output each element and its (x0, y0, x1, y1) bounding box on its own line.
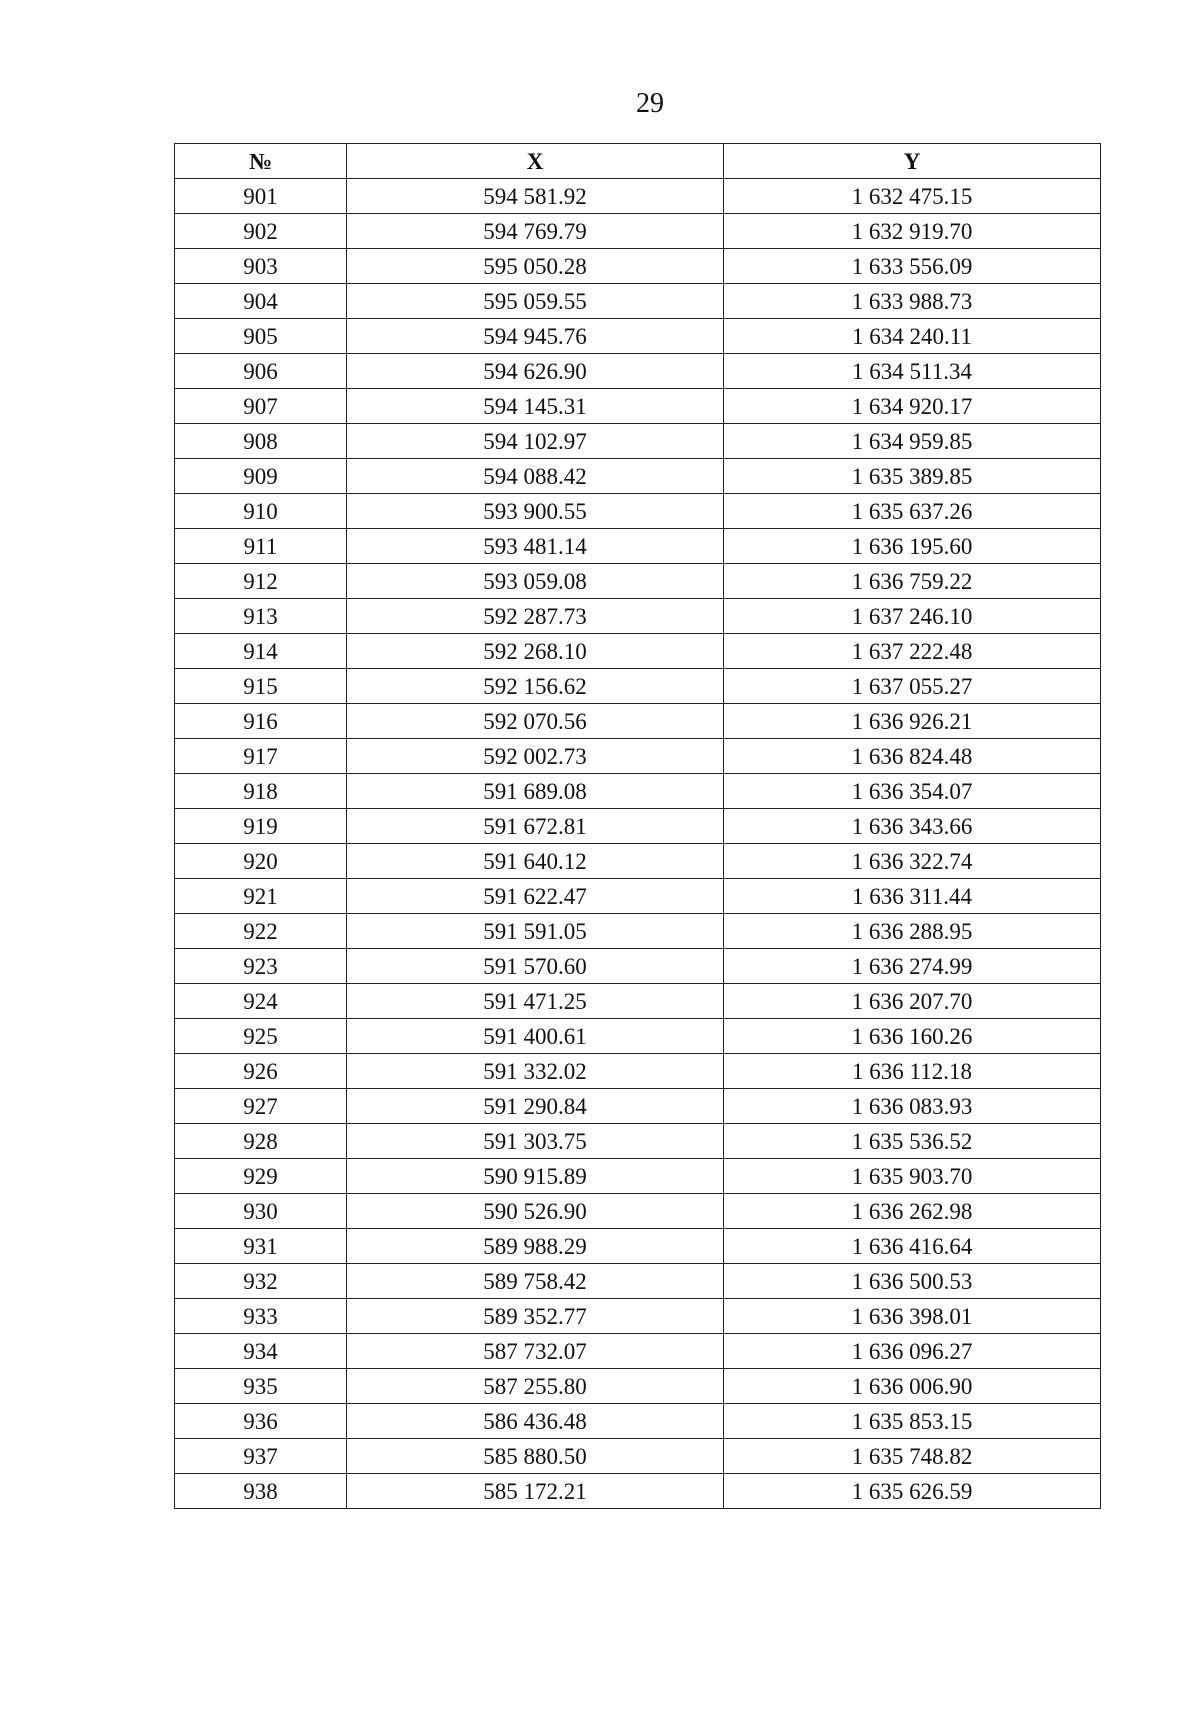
y-coordinate-cell: 1 636 311.44 (724, 879, 1101, 914)
x-coordinate-cell: 592 070.56 (347, 704, 724, 739)
y-coordinate-cell: 1 635 903.70 (724, 1159, 1101, 1194)
y-coordinate-cell: 1 635 853.15 (724, 1404, 1101, 1439)
table-row (175, 1124, 1101, 1159)
x-coordinate-cell: 593 481.14 (347, 529, 724, 564)
y-coordinate-cell: 1 632 475.15 (724, 179, 1101, 214)
x-coordinate-cell: 591 332.02 (347, 1054, 724, 1089)
row-number-cell: 932 (175, 1264, 347, 1299)
x-coordinate-cell: 594 088.42 (347, 459, 724, 494)
x-coordinate-cell: 585 172.21 (347, 1474, 724, 1509)
x-coordinate-cell: 592 268.10 (347, 634, 724, 669)
row-number-cell: 915 (175, 669, 347, 704)
y-coordinate-cell: 1 633 556.09 (724, 249, 1101, 284)
y-coordinate-cell: 1 635 626.59 (724, 1474, 1101, 1509)
y-coordinate-cell: 1 632 919.70 (724, 214, 1101, 249)
y-coordinate-cell: 1 636 398.01 (724, 1299, 1101, 1334)
row-number-cell: 928 (175, 1124, 347, 1159)
y-coordinate-cell: 1 637 055.27 (724, 669, 1101, 704)
x-coordinate-cell: 592 287.73 (347, 599, 724, 634)
x-coordinate-cell: 585 880.50 (347, 1439, 724, 1474)
table-row (175, 1264, 1101, 1299)
y-coordinate-cell: 1 636 926.21 (724, 704, 1101, 739)
table-row (175, 354, 1101, 389)
x-coordinate-cell: 589 988.29 (347, 1229, 724, 1264)
table-row (175, 669, 1101, 704)
row-number-cell: 929 (175, 1159, 347, 1194)
x-coordinate-cell: 591 400.61 (347, 1019, 724, 1054)
x-coordinate-cell: 591 290.84 (347, 1089, 724, 1124)
x-coordinate-cell: 594 626.90 (347, 354, 724, 389)
table-row (175, 1404, 1101, 1439)
row-number-cell: 923 (175, 949, 347, 984)
x-coordinate-cell: 591 471.25 (347, 984, 724, 1019)
x-coordinate-cell: 587 732.07 (347, 1334, 724, 1369)
table-row (175, 1439, 1101, 1474)
row-number-cell: 907 (175, 389, 347, 424)
table-header-row (175, 144, 1101, 179)
y-coordinate-cell: 1 633 988.73 (724, 284, 1101, 319)
row-number-cell: 919 (175, 809, 347, 844)
y-coordinate-cell: 1 636 416.64 (724, 1229, 1101, 1264)
row-number-cell: 913 (175, 599, 347, 634)
table-row (175, 249, 1101, 284)
table-row (175, 844, 1101, 879)
header-x: X (347, 144, 724, 179)
x-coordinate-cell: 595 050.28 (347, 249, 724, 284)
x-coordinate-cell: 589 758.42 (347, 1264, 724, 1299)
row-number-cell: 921 (175, 879, 347, 914)
x-coordinate-cell: 591 303.75 (347, 1124, 724, 1159)
x-coordinate-cell: 591 622.47 (347, 879, 724, 914)
x-coordinate-cell: 591 672.81 (347, 809, 724, 844)
row-number-cell: 920 (175, 844, 347, 879)
table-row (175, 1019, 1101, 1054)
table-row (175, 1089, 1101, 1124)
x-coordinate-cell: 589 352.77 (347, 1299, 724, 1334)
row-number-cell: 933 (175, 1299, 347, 1334)
x-coordinate-cell: 591 570.60 (347, 949, 724, 984)
y-coordinate-cell: 1 635 389.85 (724, 459, 1101, 494)
y-coordinate-cell: 1 636 006.90 (724, 1369, 1101, 1404)
y-coordinate-cell: 1 636 207.70 (724, 984, 1101, 1019)
table-row (175, 1334, 1101, 1369)
y-coordinate-cell: 1 635 536.52 (724, 1124, 1101, 1159)
x-coordinate-cell: 594 581.92 (347, 179, 724, 214)
table-row (175, 179, 1101, 214)
x-coordinate-cell: 591 640.12 (347, 844, 724, 879)
y-coordinate-cell: 1 634 920.17 (724, 389, 1101, 424)
table-row (175, 1194, 1101, 1229)
header-y: Y (724, 144, 1101, 179)
row-number-cell: 918 (175, 774, 347, 809)
coordinates-table (174, 143, 1101, 1509)
x-coordinate-cell: 594 145.31 (347, 389, 724, 424)
row-number-cell: 902 (175, 214, 347, 249)
row-number-cell: 904 (175, 284, 347, 319)
row-number-cell: 930 (175, 1194, 347, 1229)
table-row (175, 459, 1101, 494)
table-row (175, 284, 1101, 319)
y-coordinate-cell: 1 636 824.48 (724, 739, 1101, 774)
row-number-cell: 916 (175, 704, 347, 739)
table-row (175, 1299, 1101, 1334)
y-coordinate-cell: 1 635 748.82 (724, 1439, 1101, 1474)
row-number-cell: 911 (175, 529, 347, 564)
table-row (175, 599, 1101, 634)
table-row (175, 879, 1101, 914)
row-number-cell: 912 (175, 564, 347, 599)
row-number-cell: 908 (175, 424, 347, 459)
x-coordinate-cell: 587 255.80 (347, 1369, 724, 1404)
x-coordinate-cell: 586 436.48 (347, 1404, 724, 1439)
table-row (175, 1229, 1101, 1264)
y-coordinate-cell: 1 636 500.53 (724, 1264, 1101, 1299)
y-coordinate-cell: 1 636 112.18 (724, 1054, 1101, 1089)
row-number-cell: 910 (175, 494, 347, 529)
row-number-cell: 903 (175, 249, 347, 284)
table-row (175, 494, 1101, 529)
y-coordinate-cell: 1 636 083.93 (724, 1089, 1101, 1124)
row-number-cell: 936 (175, 1404, 347, 1439)
y-coordinate-cell: 1 636 354.07 (724, 774, 1101, 809)
table-row (175, 529, 1101, 564)
y-coordinate-cell: 1 636 343.66 (724, 809, 1101, 844)
table-row (175, 424, 1101, 459)
x-coordinate-cell: 590 915.89 (347, 1159, 724, 1194)
y-coordinate-cell: 1 636 096.27 (724, 1334, 1101, 1369)
table-row (175, 949, 1101, 984)
y-coordinate-cell: 1 635 637.26 (724, 494, 1101, 529)
row-number-cell: 905 (175, 319, 347, 354)
x-coordinate-cell: 593 059.08 (347, 564, 724, 599)
table-row (175, 739, 1101, 774)
y-coordinate-cell: 1 636 274.99 (724, 949, 1101, 984)
table-row (175, 1054, 1101, 1089)
table-row (175, 1369, 1101, 1404)
row-number-cell: 925 (175, 1019, 347, 1054)
x-coordinate-cell: 593 900.55 (347, 494, 724, 529)
row-number-cell: 922 (175, 914, 347, 949)
row-number-cell: 909 (175, 459, 347, 494)
row-number-cell: 917 (175, 739, 347, 774)
row-number-cell: 938 (175, 1474, 347, 1509)
row-number-cell: 934 (175, 1334, 347, 1369)
x-coordinate-cell: 595 059.55 (347, 284, 724, 319)
y-coordinate-cell: 1 636 322.74 (724, 844, 1101, 879)
row-number-cell: 924 (175, 984, 347, 1019)
table-row (175, 914, 1101, 949)
x-coordinate-cell: 592 156.62 (347, 669, 724, 704)
y-coordinate-cell: 1 637 222.48 (724, 634, 1101, 669)
y-coordinate-cell: 1 636 262.98 (724, 1194, 1101, 1229)
row-number-cell: 914 (175, 634, 347, 669)
row-number-cell: 935 (175, 1369, 347, 1404)
row-number-cell: 937 (175, 1439, 347, 1474)
x-coordinate-cell: 592 002.73 (347, 739, 724, 774)
table-body (175, 179, 1101, 1509)
table-row (175, 1159, 1101, 1194)
page-number: 29 (636, 88, 664, 119)
y-coordinate-cell: 1 636 759.22 (724, 564, 1101, 599)
table-row (175, 564, 1101, 599)
table-row (175, 319, 1101, 354)
x-coordinate-cell: 591 591.05 (347, 914, 724, 949)
table-row (175, 634, 1101, 669)
row-number-cell: 927 (175, 1089, 347, 1124)
header-number: № (175, 144, 347, 179)
x-coordinate-cell: 591 689.08 (347, 774, 724, 809)
table-row (175, 984, 1101, 1019)
x-coordinate-cell: 590 526.90 (347, 1194, 724, 1229)
table-row (175, 214, 1101, 249)
table-row (175, 809, 1101, 844)
row-number-cell: 926 (175, 1054, 347, 1089)
x-coordinate-cell: 594 945.76 (347, 319, 724, 354)
y-coordinate-cell: 1 634 240.11 (724, 319, 1101, 354)
y-coordinate-cell: 1 636 195.60 (724, 529, 1101, 564)
y-coordinate-cell: 1 637 246.10 (724, 599, 1101, 634)
row-number-cell: 901 (175, 179, 347, 214)
table-row (175, 1474, 1101, 1509)
x-coordinate-cell: 594 102.97 (347, 424, 724, 459)
row-number-cell: 931 (175, 1229, 347, 1264)
y-coordinate-cell: 1 636 160.26 (724, 1019, 1101, 1054)
table-row (175, 704, 1101, 739)
y-coordinate-cell: 1 636 288.95 (724, 914, 1101, 949)
y-coordinate-cell: 1 634 959.85 (724, 424, 1101, 459)
table-row (175, 389, 1101, 424)
row-number-cell: 906 (175, 354, 347, 389)
x-coordinate-cell: 594 769.79 (347, 214, 724, 249)
table-row (175, 774, 1101, 809)
y-coordinate-cell: 1 634 511.34 (724, 354, 1101, 389)
